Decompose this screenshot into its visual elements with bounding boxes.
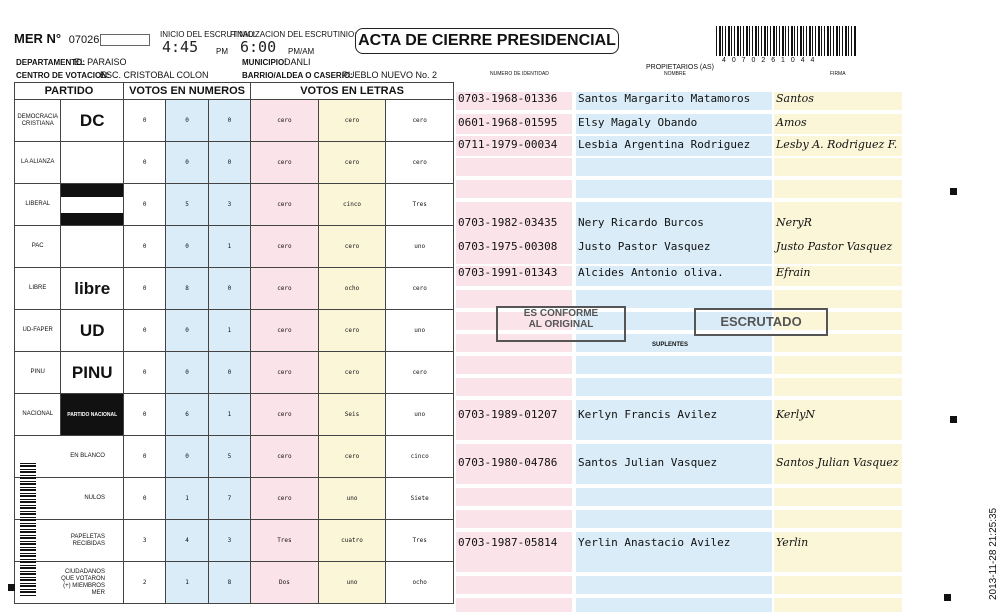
party-name: PAC	[15, 226, 61, 268]
vote-digit: 2	[123, 562, 165, 604]
member-id: 0703-1982-03435	[458, 216, 558, 229]
party-name: LIBRE	[15, 268, 61, 310]
col-nombre: NOMBRE	[664, 71, 686, 77]
vote-digit: 3	[123, 520, 165, 562]
vote-word: Tres	[386, 184, 454, 226]
member-name: Yerlin Anastacio Avilez	[578, 536, 731, 549]
party-name: LA ALIANZA	[15, 142, 61, 184]
vote-word: cero	[318, 436, 386, 478]
vote-digit: 3	[208, 184, 250, 226]
vote-word: cinco	[318, 184, 386, 226]
centro-value: ESC. CRISTOBAL COLON	[100, 70, 209, 80]
member-signature: Amos	[776, 116, 807, 129]
vote-digit: 0	[166, 142, 208, 184]
vote-word: cero	[318, 142, 386, 184]
party-name: NULOS	[15, 478, 124, 520]
member-row-blank	[456, 356, 902, 374]
vote-word: Seis	[318, 394, 386, 436]
vote-digit: 7	[208, 478, 250, 520]
member-id: 0703-1968-01336	[458, 92, 558, 105]
final-suffix: PM/AM	[288, 47, 315, 56]
party-logo-icon	[61, 184, 124, 226]
member-id: 0703-1991-01343	[458, 266, 558, 279]
side-barcode-icon	[20, 462, 36, 596]
vote-digit: 1	[208, 310, 250, 352]
vote-word: cero	[251, 100, 319, 142]
vote-word: cero	[251, 310, 319, 352]
suplentes-label: SUPLENTES	[652, 342, 689, 348]
vote-digit: 5	[166, 184, 208, 226]
member-row-blank	[456, 510, 902, 528]
mer-value: 07026	[68, 34, 100, 46]
member-name: Santos Margarito Matamoros	[578, 92, 751, 105]
registration-mark	[950, 188, 957, 195]
vote-word: cuatro	[318, 520, 386, 562]
member-name: Justo Pastor Vasquez	[578, 240, 711, 253]
departamento-label: DEPARTAMENTO:	[16, 58, 85, 67]
inicio-suffix: PM	[216, 47, 228, 56]
vote-row	[15, 142, 454, 184]
barcode-icon	[716, 26, 856, 56]
conforme-stamp	[496, 306, 626, 342]
member-row	[456, 408, 902, 426]
member-name: Kerlyn Francis Avilez	[578, 408, 718, 421]
vote-digit: 0	[123, 352, 165, 394]
inicio-label: INICIO DEL ESCRUTINIO:	[160, 30, 256, 39]
vote-digit: 0	[166, 226, 208, 268]
vote-word: cinco	[386, 436, 454, 478]
municipio-value: DANLI	[284, 57, 311, 67]
vote-digit: 0	[123, 394, 165, 436]
party-logo-icon	[61, 142, 124, 184]
member-id: 0703-1980-04786	[458, 456, 558, 469]
member-row-blank	[456, 488, 902, 506]
vote-word: cero	[251, 142, 319, 184]
member-id: 0711-1979-00034	[458, 138, 558, 151]
vote-row	[15, 226, 454, 268]
vote-digit: 4	[166, 520, 208, 562]
vote-digit: 0	[166, 100, 208, 142]
vote-word: cero	[251, 268, 319, 310]
member-row	[456, 92, 902, 110]
votes-table	[14, 82, 454, 604]
vote-digit: 0	[166, 352, 208, 394]
party-name: UD-FAPER	[15, 310, 61, 352]
vote-word: cero	[318, 226, 386, 268]
head-letras: VOTOS EN LETRAS	[251, 83, 454, 100]
member-name: Santos Julian Vasquez	[578, 456, 718, 469]
party-logo-icon: libre	[61, 268, 124, 310]
member-row-blank	[456, 378, 902, 396]
barrio-label: BARRIO/ALDEA O CASERIO:	[242, 71, 353, 80]
vote-word: uno	[318, 562, 386, 604]
vote-row	[15, 520, 454, 562]
member-signature: NeryR	[776, 216, 812, 229]
member-row-blank	[456, 554, 902, 572]
vote-word: cero	[386, 268, 454, 310]
vote-word: Siete	[386, 478, 454, 520]
vote-digit: 0	[208, 142, 250, 184]
party-logo-icon: PINU	[61, 352, 124, 394]
vote-digit: 0	[123, 100, 165, 142]
vote-digit: 0	[123, 478, 165, 520]
party-name: LIBERAL	[15, 184, 61, 226]
party-logo-icon: DC	[61, 100, 124, 142]
member-row	[456, 216, 902, 234]
vote-row	[15, 184, 454, 226]
vote-word: cero	[386, 352, 454, 394]
vote-digit: 0	[123, 268, 165, 310]
vote-word: cero	[318, 310, 386, 352]
vote-digit: 0	[123, 226, 165, 268]
barrio-value: PUEBLO NUEVO No. 2	[342, 70, 438, 80]
member-name: Elsy Magaly Obando	[578, 116, 698, 129]
vote-row	[15, 268, 454, 310]
vote-word: cero	[251, 226, 319, 268]
vote-word: cero	[251, 478, 319, 520]
col-identidad: NUMERO DE IDENTIDAD	[490, 71, 549, 77]
vote-row	[15, 394, 454, 436]
centro-label: CENTRO DE VOTACION:	[16, 71, 110, 80]
vote-digit: 0	[123, 310, 165, 352]
conforme-line2: AL ORIGINAL	[528, 319, 594, 330]
vote-word: cero	[318, 352, 386, 394]
party-name: NACIONAL	[15, 394, 61, 436]
col-propietarios: PROPIETARIOS (AS)	[646, 64, 714, 71]
vote-word: Tres	[251, 520, 319, 562]
registration-mark	[944, 594, 951, 601]
conforme-line1: ES CONFORME	[523, 308, 599, 319]
vote-digit: 1	[208, 226, 250, 268]
vote-word: uno	[386, 226, 454, 268]
vote-row	[15, 436, 454, 478]
inicio-value: 4:45	[162, 38, 199, 56]
vote-digit: 8	[208, 562, 250, 604]
escrutado-stamp: ESCRUTADO	[694, 308, 828, 336]
member-row-blank	[456, 158, 902, 176]
registration-mark	[8, 584, 15, 591]
member-id: 0703-1975-00308	[458, 240, 558, 253]
vote-word: Tres	[386, 520, 454, 562]
vote-digit: 6	[166, 394, 208, 436]
vote-word: cero	[386, 142, 454, 184]
vote-word: cero	[251, 394, 319, 436]
member-row-blank	[456, 598, 902, 612]
vote-digit: 8	[166, 268, 208, 310]
party-logo-icon: PARTIDO NACIONAL	[61, 394, 124, 436]
member-signature: Efrain	[776, 266, 811, 279]
form-title: ACTA DE CIERRE PRESIDENCIAL	[355, 28, 619, 54]
seal-icon	[100, 34, 150, 46]
vote-word: uno	[318, 478, 386, 520]
member-row	[456, 266, 902, 284]
vote-row	[15, 310, 454, 352]
vote-word: cero	[251, 184, 319, 226]
scan-timestamp: 2013-11-28 21:25:35	[988, 507, 999, 600]
member-id: 0703-1987-05814	[458, 536, 558, 549]
party-logo-icon: UD	[61, 310, 124, 352]
vote-digit: 1	[166, 562, 208, 604]
member-signature: Lesby A. Rodriguez F.	[776, 138, 898, 151]
registration-mark	[950, 416, 957, 423]
vote-word: cero	[251, 436, 319, 478]
member-name: Lesbia Argentina Rodriguez	[578, 138, 751, 151]
vote-digit: 0	[166, 436, 208, 478]
vote-word: cero	[318, 100, 386, 142]
mer-label: MER N°	[14, 31, 62, 46]
party-name: PINU	[15, 352, 61, 394]
party-name: DEMOCRACIA CRISTIANA	[15, 100, 61, 142]
member-signature: Santos Julian Vasquez	[776, 456, 899, 469]
vote-word: cero	[386, 100, 454, 142]
departamento-value: EL PARAISO	[74, 57, 127, 67]
mer-number	[14, 31, 99, 46]
member-signature: KerlyN	[776, 408, 816, 421]
vote-digit: 0	[208, 352, 250, 394]
vote-digit: 0	[166, 310, 208, 352]
col-firma: FIRMA	[830, 71, 846, 77]
vote-digit: 5	[208, 436, 250, 478]
vote-word: ocho	[386, 562, 454, 604]
final-label: FINALIZACION DEL ESCRUTINIO:	[230, 30, 357, 39]
party-name: EN BLANCO	[15, 436, 124, 478]
member-signature: Santos	[776, 92, 814, 105]
head-numeros: VOTOS EN NUMEROS	[123, 83, 250, 100]
member-signature: Yerlin	[776, 536, 809, 549]
member-name: Alcides Antonio oliva.	[578, 266, 724, 279]
member-row	[456, 456, 902, 474]
member-id: 0601-1968-01595	[458, 116, 558, 129]
member-row	[456, 536, 902, 554]
party-name: PAPELETAS RECIBIDAS	[15, 520, 124, 562]
vote-digit: 1	[166, 478, 208, 520]
vote-digit: 1	[208, 394, 250, 436]
member-row	[456, 138, 902, 156]
municipio-label: MUNICIPIO:	[242, 58, 287, 67]
party-logo-icon	[61, 226, 124, 268]
party-name: CIUDADANOS QUE VOTARON (+) MIEMBROS MER	[15, 562, 124, 604]
member-signature: Justo Pastor Vasquez	[776, 240, 893, 253]
vote-digit: 0	[208, 100, 250, 142]
member-id: 0703-1989-01207	[458, 408, 558, 421]
final-value: 6:00	[240, 38, 277, 56]
member-name: Nery Ricardo Burcos	[578, 216, 704, 229]
vote-word: ocho	[318, 268, 386, 310]
member-row-blank	[456, 576, 902, 594]
vote-row	[15, 562, 454, 604]
vote-row	[15, 100, 454, 142]
member-row	[456, 240, 902, 258]
vote-word: cero	[251, 352, 319, 394]
vote-digit: 0	[208, 268, 250, 310]
vote-word: uno	[386, 394, 454, 436]
vote-row	[15, 352, 454, 394]
vote-digit: 0	[123, 184, 165, 226]
vote-digit: 3	[208, 520, 250, 562]
vote-word: Dos	[251, 562, 319, 604]
vote-word: uno	[386, 310, 454, 352]
member-row-blank	[456, 180, 902, 198]
vote-row	[15, 478, 454, 520]
head-partido: PARTIDO	[15, 83, 124, 100]
vote-digit: 0	[123, 436, 165, 478]
vote-digit: 0	[123, 142, 165, 184]
barcode-number: 4 0 7 0 2 6 1 0 4 4	[722, 57, 817, 64]
member-row	[456, 116, 902, 134]
